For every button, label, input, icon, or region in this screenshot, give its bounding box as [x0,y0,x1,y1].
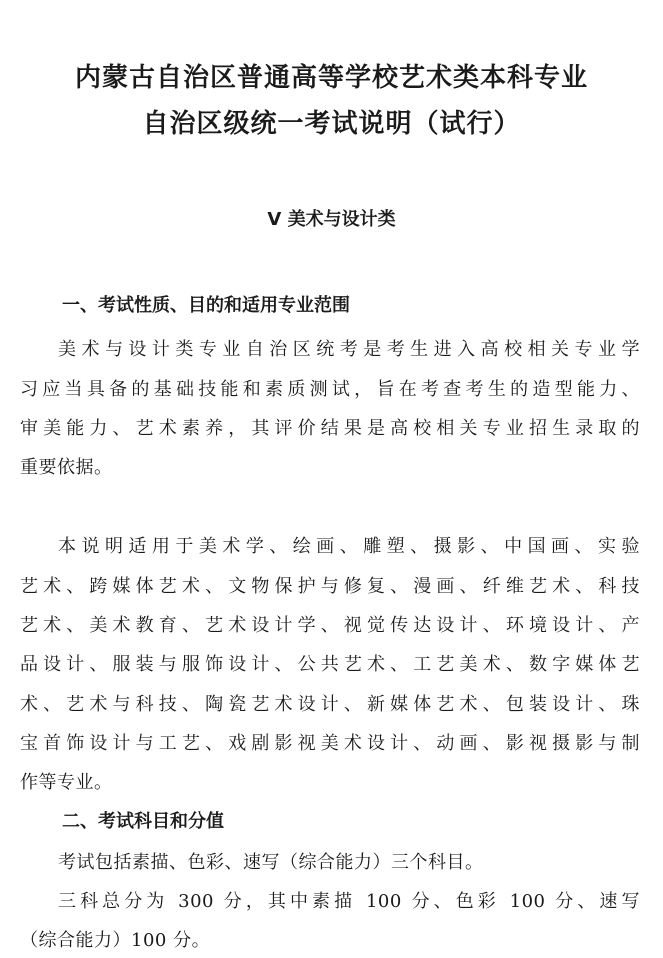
paragraph-line: 三科总分为 300 分，其中素描 100 分、色彩 100 分、速写 [58,891,640,912]
document-subtitle: V 美术与设计类 [267,209,396,230]
section-1-heading: 一、考试性质、目的和适用专业范围 [62,295,350,316]
document-title-line-2: 自治区级统一考试说明（试行） [142,109,521,139]
paragraph-line: 习应当具备的基础技能和素质测试，旨在考查考生的造型能力、 [20,379,640,400]
paragraph-line: 重要依据。 [20,457,113,478]
paragraph-line: 考试包括素描、色彩、速写（综合能力）三个科目。 [58,852,484,873]
paragraph-line: 术、艺术与科技、陶瓷艺术设计、新媒体艺术、包装设计、珠 [20,694,640,715]
paragraph-line: 美术与设计类专业自治区统考是考生进入高校相关专业学 [58,339,640,360]
paragraph-line: 艺术、跨媒体艺术、文物保护与修复、漫画、纤维艺术、科技 [20,576,640,597]
paragraph-line: （综合能力）100 分。 [20,930,211,951]
paragraph-line: 作等专业。 [20,772,113,793]
paragraph-line: 品设计、服装与服饰设计、公共艺术、工艺美术、数字媒体艺 [20,654,640,675]
document-title-line-1: 内蒙古自治区普通高等学校艺术类本科专业 [74,63,588,93]
section-2-heading: 二、考试科目和分值 [62,811,224,832]
paragraph-line: 审美能力、艺术素养，其评价结果是高校相关专业招生录取的 [20,418,640,439]
paragraph-line: 本说明适用于美术学、绘画、雕塑、摄影、中国画、实验 [58,536,640,557]
paragraph-line: 艺术、美术教育、艺术设计学、视觉传达设计、环境设计、产 [20,615,640,636]
paragraph-line: 宝首饰设计与工艺、戏剧影视美术设计、动画、影视摄影与制 [20,733,640,754]
